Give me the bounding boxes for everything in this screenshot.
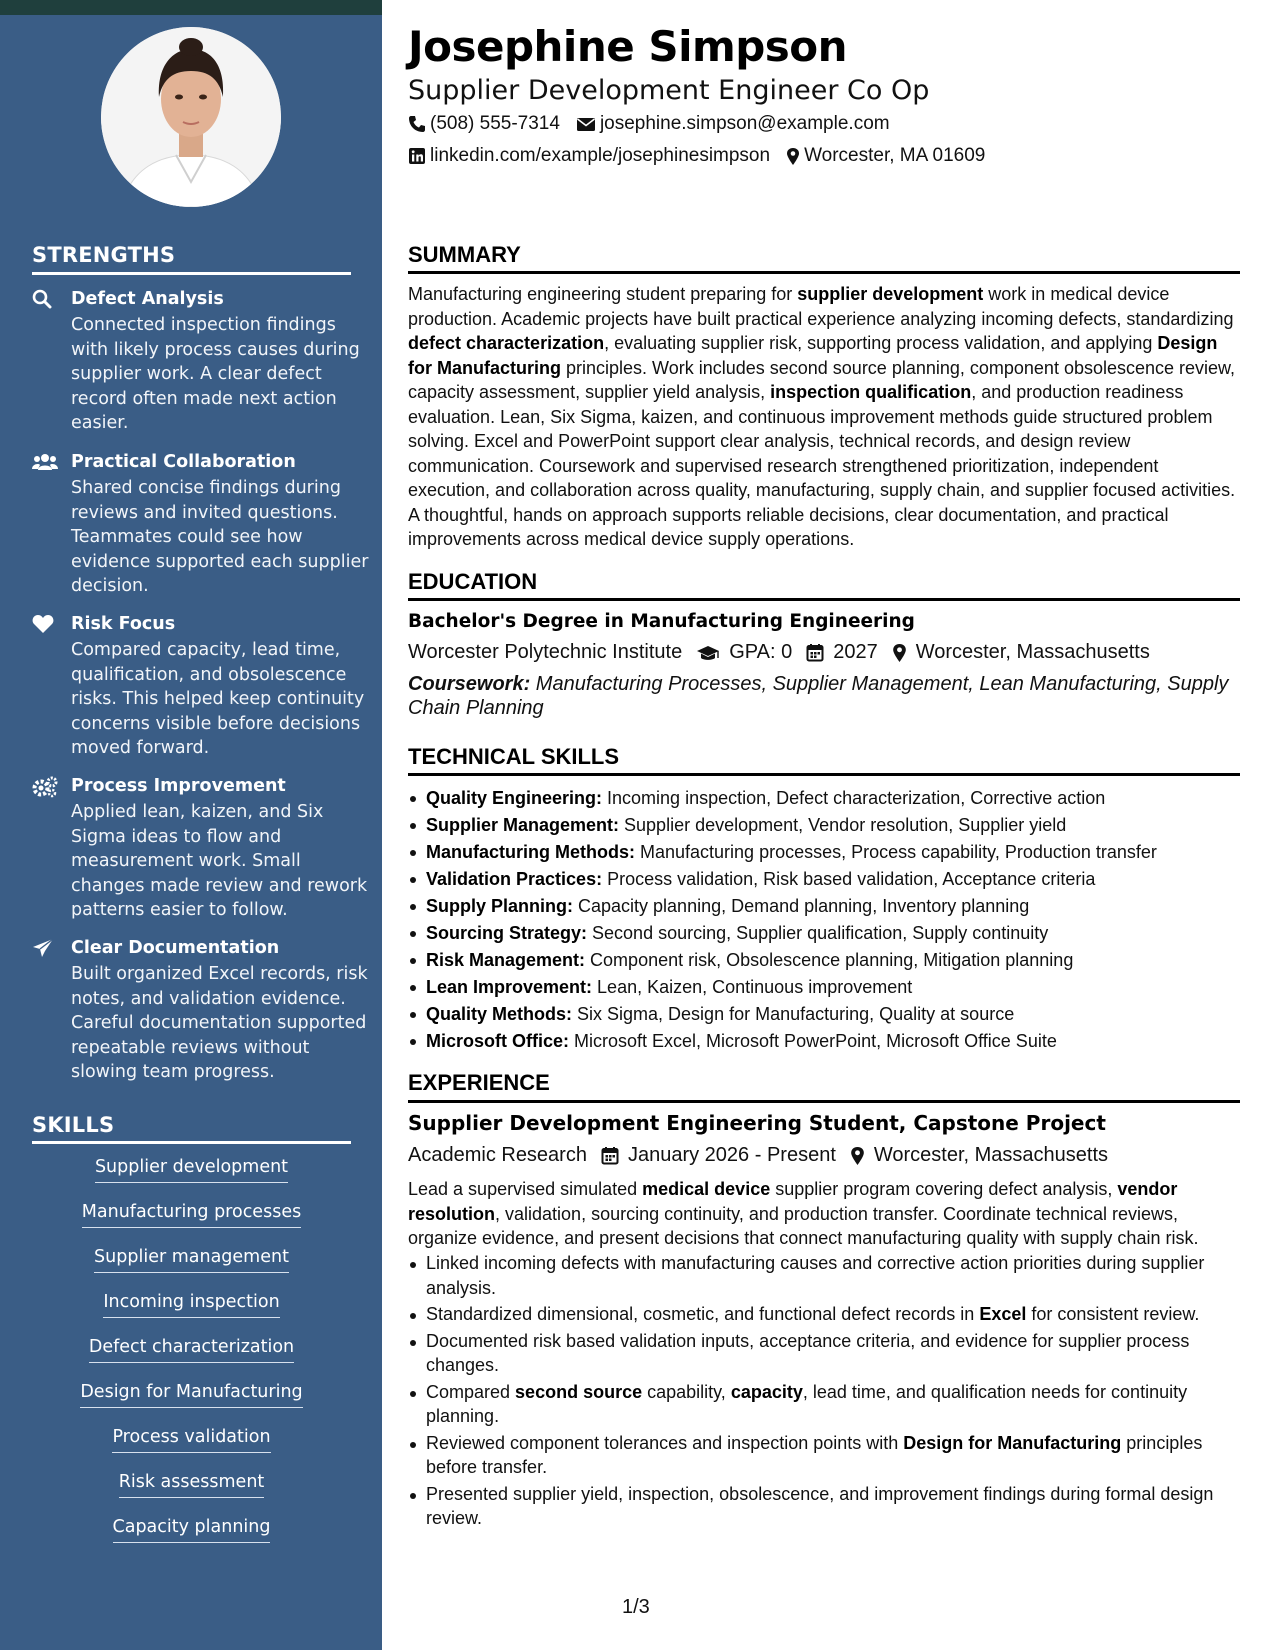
strengths-rule — [32, 272, 351, 275]
strength-description: Compared capacity, lead time, qualification, and obsolescence risks. This helped keep continuity concerns visible before decisions moved forward. — [71, 640, 365, 758]
school-location-item — [892, 641, 1150, 664]
graduation-cap-icon — [696, 644, 720, 662]
skill-item: Process validation — [112, 1427, 270, 1453]
summary-rule — [408, 271, 1240, 274]
degree-title: Bachelor's Degree in Manufacturing Engineering — [408, 611, 915, 632]
skills-rule — [32, 1141, 351, 1144]
experience-intro: Lead a supervised simulated medical device supplier program covering defect analysis, vendor resolution, validation, sourcing continuity, and production transfer. Coordinate technical reviews, organize evidence, and present decisions that connect manufacturing quality with supply chain risk. — [408, 1179, 1199, 1248]
strength-description: Connected inspection findings with likely process causes during supplier work. A clear defect record often made next action easier. — [71, 315, 360, 433]
graduation-year-item — [806, 641, 878, 664]
list-item: Sourcing Strategy: Second sourcing, Supplier qualification, Supply continuity — [408, 920, 1240, 947]
summary-text: Manufacturing engineering student preparing for supplier development work in medical device production. Academic projects have built practical experience analyzing incoming defects, standardizing defect characterization, evaluating supplier risk, supporting process validation, and applying Design for Manufacturing principles. Work includes second source planning, component obsolescence review, capacity assessment, supplier yield analysis, inspection qualification, and production readiness evaluation. Lean, Six Sigma, kaizen, and continuous improvement methods guide structured problem solving. Excel and PowerPoint support clear analysis, technical records, and design review communication. Coursework and supervised research strengthened prioritization, independent execution, and collaboration across quality, manufacturing, supply chain, and supplier focused activities. A thoughtful, hands on approach supports reliable decisions, clear documentation, and practical improvements across medical device supply operations. — [408, 284, 1236, 549]
strength-title: Risk Focus — [71, 614, 176, 634]
map-pin-icon — [786, 147, 800, 166]
skill-item: Manufacturing processes — [82, 1202, 301, 1228]
graduation-year: 2027 — [833, 641, 878, 663]
skill-item: Capacity planning — [113, 1517, 271, 1543]
linkedin-icon — [408, 147, 426, 165]
strength-title: Clear Documentation — [71, 938, 280, 958]
strength-description: Applied lean, kaizen, and Six Sigma ideas to flow and measurement work. Small changes made review and rework patterns easier to follow. — [71, 802, 368, 920]
experience-bullets — [408, 1251, 1240, 1533]
list-item: Supplier Management: Supplier development, Vendor resolution, Supplier yield — [408, 812, 1240, 839]
page-number: 1/3 — [622, 1596, 650, 1618]
gpa-item — [696, 641, 792, 664]
skills-list — [32, 1157, 351, 1562]
list-item: Standardized dimensional, cosmetic, and functional defect records in Excel for consistent review. — [408, 1302, 1240, 1327]
search-icon — [32, 289, 56, 311]
phone-contact[interactable] — [408, 113, 560, 135]
list-item: Reviewed component tolerances and inspection points with Design for Manufacturing principles before transfer. — [408, 1431, 1240, 1480]
technical-skills-list — [408, 785, 1240, 1055]
contact-row — [408, 145, 1001, 167]
heart-icon — [32, 614, 56, 636]
list-item: Documented risk based validation inputs, acceptance criteria, and evidence for supplier process changes. — [408, 1329, 1240, 1378]
calendar-icon — [601, 1146, 619, 1165]
skills-heading: SKILLS — [32, 1113, 115, 1137]
gears-icon — [32, 776, 56, 798]
list-item: Linked incoming defects with manufacturing causes and corrective action priorities during supplier analysis. — [408, 1251, 1240, 1300]
experience-dates-item — [601, 1144, 836, 1167]
school-location: Worcester, Massachusetts — [915, 641, 1150, 663]
phone-text: (508) 555-7314 — [430, 113, 560, 134]
sidebar — [0, 0, 382, 1650]
strengths-heading: STRENGTHS — [32, 243, 176, 267]
education-heading: EDUCATION — [408, 569, 538, 594]
list-item: Supply Planning: Capacity planning, Demand planning, Inventory planning — [408, 893, 1240, 920]
coursework — [408, 672, 1240, 720]
envelope-icon — [576, 116, 596, 132]
strength-title: Defect Analysis — [71, 289, 224, 309]
strength-description: Built organized Excel records, risk notes, and validation evidence. Careful documentation supported repeatable reviews without slowing team progress. — [71, 964, 368, 1082]
coursework-label: Coursework: — [408, 673, 531, 695]
candidate-title: Supplier Development Engineer Co Op — [408, 75, 930, 106]
strength-title: Practical Collaboration — [71, 452, 296, 472]
list-item: Quality Methods: Six Sigma, Design for Manufacturing, Quality at source — [408, 1001, 1240, 1028]
list-item: Manufacturing Methods: Manufacturing processes, Process capability, Production transfer — [408, 839, 1240, 866]
skill-item: Design for Manufacturing — [80, 1382, 302, 1408]
linkedin-text: linkedin.com/example/josephinesimpson — [430, 145, 771, 166]
experience-role: Supplier Development Engineering Student, Capstone Project — [408, 1111, 1106, 1135]
school-name: Worcester Polytechnic Institute — [408, 641, 683, 663]
contact-row — [408, 113, 906, 135]
profile-photo — [101, 27, 281, 207]
location-text: Worcester, MA 01609 — [804, 145, 986, 166]
list-item: Presented supplier yield, inspection, obsolescence, and improvement findings during formal design review. — [408, 1482, 1240, 1531]
coursework-list: Manufacturing Processes, Supplier Management, Lean Manufacturing, Supply Chain Planning — [408, 673, 1229, 719]
map-pin-icon — [892, 643, 907, 663]
email-contact[interactable] — [576, 113, 890, 135]
education-rule — [408, 598, 1240, 601]
strength-description: Shared concise findings during reviews and invited questions. Teammates could see how evidence supported each supplier decision. — [71, 478, 369, 596]
paper-plane-icon — [32, 938, 56, 960]
experience-org: Academic Research — [408, 1144, 587, 1166]
experience-dates: January 2026 - Present — [627, 1144, 836, 1166]
list-item: Quality Engineering: Incoming inspection, Defect characterization, Corrective action — [408, 785, 1240, 812]
skill-item: Supplier development — [95, 1157, 288, 1183]
list-item: Validation Practices: Process validation, Risk based validation, Acceptance criteria — [408, 866, 1240, 893]
skill-item: Incoming inspection — [103, 1292, 279, 1318]
skill-item: Defect characterization — [89, 1337, 294, 1363]
experience-location-item — [850, 1144, 1108, 1167]
list-item: Microsoft Office: Microsoft Excel, Microsoft PowerPoint, Microsoft Office Suite — [408, 1028, 1240, 1055]
location-contact — [786, 145, 985, 167]
gpa-text: GPA: 0 — [729, 641, 793, 663]
sidebar-top-bar — [0, 0, 382, 15]
email-text: josephine.simpson@example.com — [599, 113, 890, 134]
strength-title: Process Improvement — [71, 776, 286, 796]
list-item: Lean Improvement: Lean, Kaizen, Continuous improvement — [408, 974, 1240, 1001]
education-meta — [408, 641, 1164, 664]
list-item: Compared second source capability, capacity, lead time, and qualification needs for continuity planning. — [408, 1380, 1240, 1429]
skill-item: Supplier management — [94, 1247, 289, 1273]
experience-meta — [408, 1144, 1122, 1167]
skill-item: Risk assessment — [119, 1472, 265, 1498]
technical-skills-heading: TECHNICAL SKILLS — [408, 744, 620, 769]
map-pin-icon — [850, 1146, 865, 1166]
technical-skills-rule — [408, 773, 1240, 776]
linkedin-contact[interactable] — [408, 145, 770, 167]
calendar-icon — [806, 643, 824, 662]
list-item: Risk Management: Component risk, Obsolescence planning, Mitigation planning — [408, 947, 1240, 974]
experience-rule — [408, 1100, 1240, 1103]
candidate-name: Josephine Simpson — [408, 22, 848, 71]
experience-heading: EXPERIENCE — [408, 1070, 550, 1095]
experience-location: Worcester, Massachusetts — [873, 1144, 1109, 1166]
phone-icon — [408, 115, 426, 133]
summary-heading: SUMMARY — [408, 242, 521, 267]
users-icon — [32, 452, 56, 474]
